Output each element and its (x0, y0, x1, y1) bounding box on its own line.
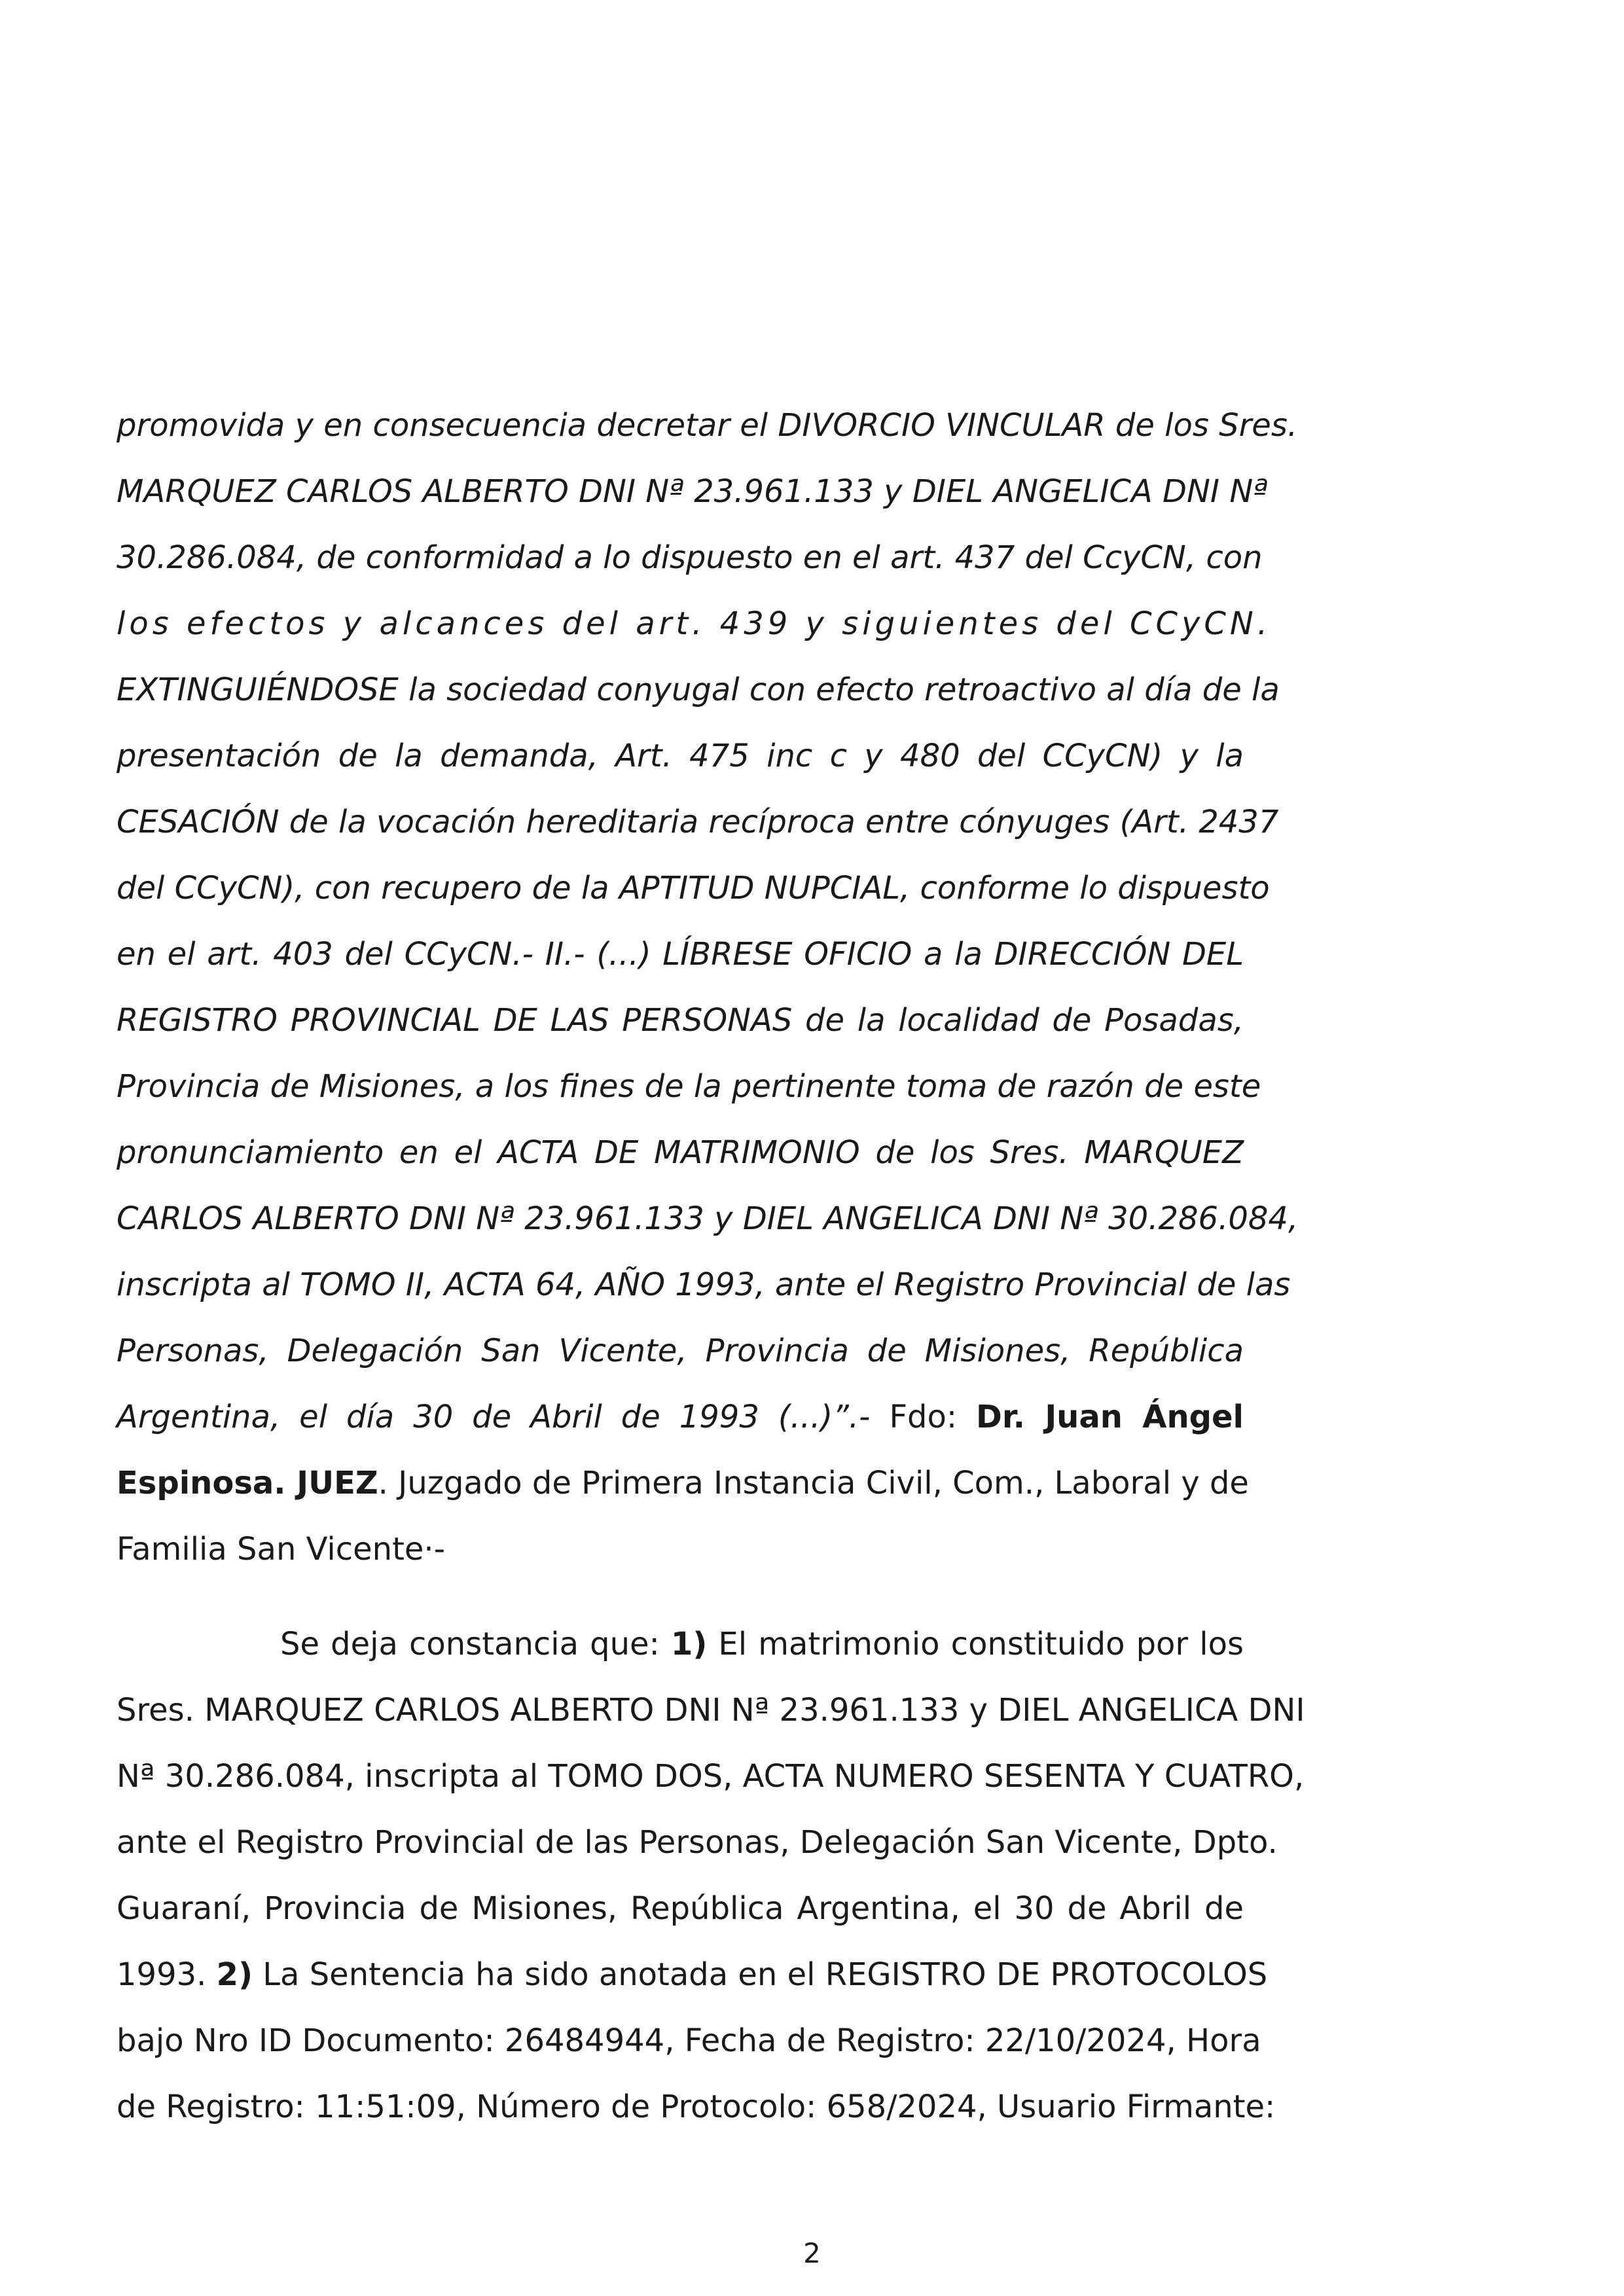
paragraph-line: Nª 30.286.084, inscripta al TOMO DOS, ACTA NUMERO SESENTA Y CUATRO, (117, 1758, 1305, 1795)
paragraph-line: CESACIÓN de la vocación hereditaria recíproca entre cónyuges (Art. 2437 (117, 804, 1279, 840)
quote-end-text: Argentina, el día 30 de Abril de 1993 (...)”.- (117, 1399, 871, 1435)
paragraph-line: en el art. 403 del CCyCN.- II.- (...) LÍBRESE OFICIO a la DIRECCIÓN DEL (117, 936, 1244, 973)
paragraph-line: 30.286.084, de conformidad a lo dispuesto en el art. 437 del CcyCN, con (117, 539, 1263, 576)
court-location: Familia San Vicente·- (117, 1531, 446, 1568)
item-number-1: 1) (670, 1626, 708, 1662)
paragraph-line: ante el Registro Provincial de las Personas, Delegación San Vicente, Dpto. (117, 1824, 1278, 1861)
court-name: . Juzgado de Primera Instancia Civil, Com., Laboral y de (378, 1465, 1249, 1501)
item-number-2: 2) (216, 1956, 253, 1993)
year-text: 1993. (117, 1956, 217, 1993)
paragraph-line: inscripta al TOMO II, ACTA 64, AÑO 1993, ante el Registro Provincial de las (117, 1266, 1291, 1303)
paragraph-line: bajo Nro ID Documento: 26484944, Fecha de Registro: 22/10/2024, Hora (117, 2022, 1261, 2059)
constancia-paragraph (117, 1611, 1305, 2140)
paragraph-line: REGISTRO PROVINCIAL DE LAS PERSONAS de la localidad de Posadas, (117, 1002, 1244, 1039)
paragraph-line: Provincia de Misiones, a los fines de la pertinente toma de razón de este (117, 1068, 1261, 1105)
court-line (117, 1450, 1249, 1516)
item-2-text: La Sentencia ha sido anotada en el REGISTRO DE PROTOCOLOS (253, 1956, 1268, 1993)
paragraph-line: presentación de la demanda, Art. 475 inc c y 480 del CCyCN) y la (117, 738, 1244, 774)
paragraph-line: promovida y en consecuencia decretar el DIVORCIO VINCULAR de los Sres. (117, 407, 1298, 444)
judge-name: Dr. Juan Ángel (976, 1399, 1244, 1435)
signature-line (117, 1384, 1244, 1450)
paragraph-line: pronunciamiento en el ACTA DE MATRIMONIO de los Sres. MARQUEZ (117, 1134, 1244, 1171)
paragraph-line (117, 1942, 1268, 2008)
paragraph-line: MARQUEZ CARLOS ALBERTO DNI Nª 23.961.133 y DIEL ANGELICA DNI Nª (117, 473, 1268, 510)
paragraph-line: CARLOS ALBERTO DNI Nª 23.961.133 y DIEL ANGELICA DNI Nª 30.286.084, (117, 1200, 1299, 1237)
paragraph-line: del CCyCN), con recupero de la APTITUD NUPCIAL, conforme lo dispuesto (117, 870, 1270, 906)
constancia-intro: Se deja constancia que: (280, 1626, 671, 1662)
judge-title: Espinosa. JUEZ (117, 1465, 378, 1501)
fdo-text: Fdo: (870, 1399, 977, 1435)
paragraph-line: Guaraní, Provincia de Misiones, República Argentina, el 30 de Abril de (117, 1890, 1244, 1927)
page-number: 2 (803, 2237, 821, 2269)
paragraph-line: de Registro: 11:51:09, Número de Protocolo: 658/2024, Usuario Firmante: (117, 2089, 1276, 2125)
sentence-quote-paragraph (117, 393, 1299, 1583)
paragraph-line: Personas, Delegación San Vicente, Provincia de Misiones, República (117, 1333, 1244, 1369)
paragraph-line: los efectos y alcances del art. 439 y siguientes del CCyCN. (117, 605, 1272, 642)
paragraph-line: EXTINGUIÉNDOSE la sociedad conyugal con efecto retroactivo al día de la (117, 672, 1280, 708)
paragraph-line: Sres. MARQUEZ CARLOS ALBERTO DNI Nª 23.961.133 y DIEL ANGELICA DNI (117, 1692, 1305, 1729)
paragraph-line (117, 1611, 1244, 1677)
item-1-text: El matrimonio constituido por los (707, 1626, 1244, 1662)
